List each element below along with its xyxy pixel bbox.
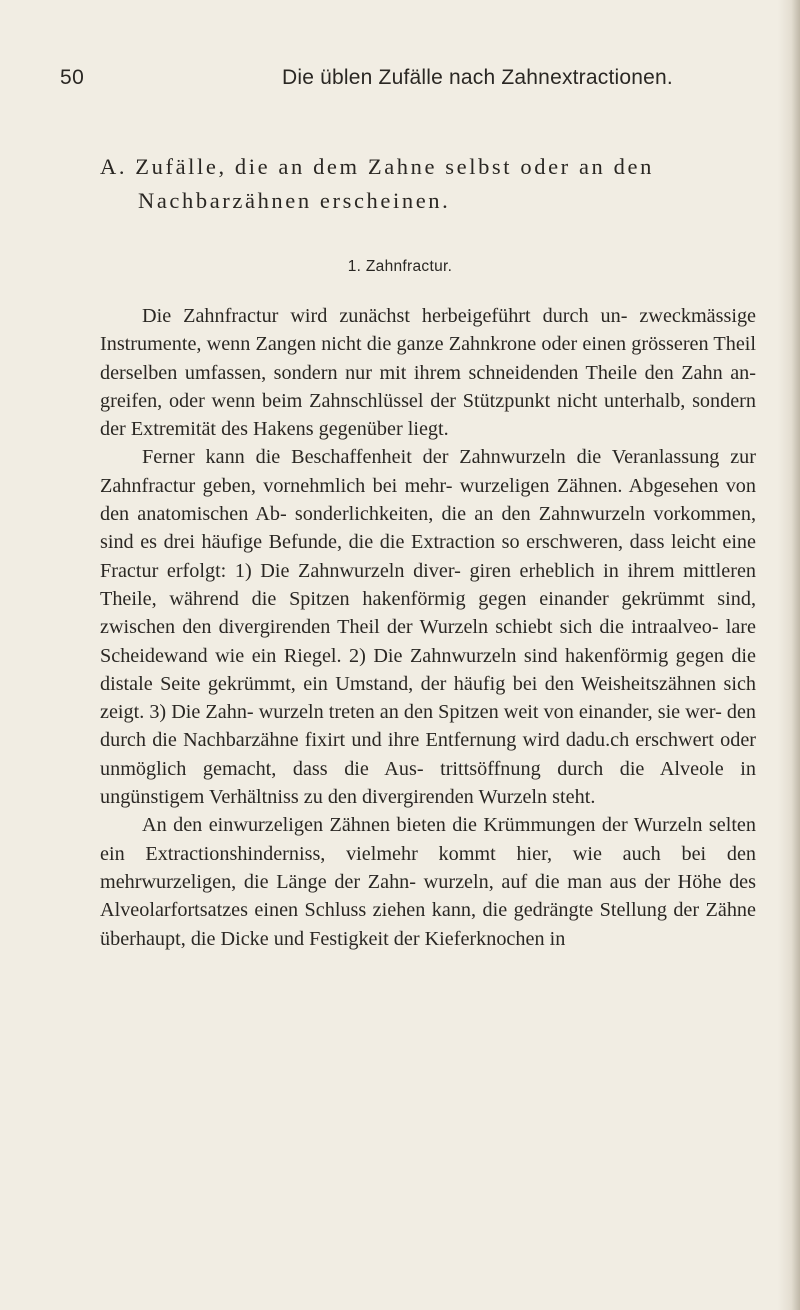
section-heading [100, 150, 760, 218]
paragraph-2: Ferner kann die Beschaffenheit der Zahnwurzeln die Veranlassung zur Zahnfractur geben, vornehmlich bei mehr- wurzeligen Zähnen. Abgesehen von den anatomischen Ab- sonderlichkeiten, die an den Zahnwurzeln vorkommen, sind es drei häufige Befunde, die die Extraction so erschweren, dass leicht eine Fractur erfolgt: 1) Die Zahnwurzeln diver- giren erheblich in ihrem mittleren Theile, während die Spitzen hakenförmig gegen einander gekrümmt sind, zwischen den divergirenden Theil der Wurzeln schiebt sich die intraalveo- lare Scheidewand wie ein Riegel. 2) Die Zahnwurzeln sind hakenförmig gegen die distale Seite gekrümmt, ein Umstand, der häufig bei den Weisheitszähnen sich zeigt. 3) Die Zahn- wurzeln treten an den Spitzen weit von einander, sie wer- den durch die Nachbarzähne fixirt und ihre Entfernung wird dadu.ch erschwert oder unmöglich gemacht, dass die Aus- trittsöffnung durch die Alveole in ungünstigem Verhältniss zu den divergirenden Wurzeln steht. [100, 446, 756, 809]
page-edge-shadow [778, 0, 800, 1310]
body-text [100, 302, 756, 953]
section-heading-line-2: Nachbarzähnen erscheinen. [138, 188, 451, 213]
page-number: 50 [60, 66, 85, 89]
section-heading-line-1: A. Zufälle, die an dem Zahne selbst oder an den [100, 154, 654, 179]
running-title: Die üblen Zufälle nach Zahnextractionen. [282, 66, 673, 89]
subsection-heading: 1. Zahnfractur. [347, 258, 453, 275]
paragraph-1: Die Zahnfractur wird zunächst herbeigeführt durch un- zweckmässige Instrumente, wenn Zangen nicht die ganze Zahnkrone oder einen grösseren Theil derselben umfassen, sondern nur mit ihrem schneidenden Theile den Zahn an- greifen, oder wenn beim Zahnschlüssel der Stützpunkt nicht unterhalb, sondern der Extremität des Hakens gegenüber liegt. [100, 305, 756, 441]
running-head [60, 66, 780, 96]
paragraph-3: An den einwurzeligen Zähnen bieten die Krümmungen der Wurzeln selten ein Extractionshinderniss, vielmehr kommt hier, wie auch bei den mehrwurzeligen, die Länge der Zahn- wurzeln, auf die man aus der Höhe des Alveolarfortsatzes einen Schluss ziehen kann, die gedrängte Stellung der Zähne überhaupt, die Dicke und Festigkeit der Kieferknochen in [100, 814, 756, 950]
